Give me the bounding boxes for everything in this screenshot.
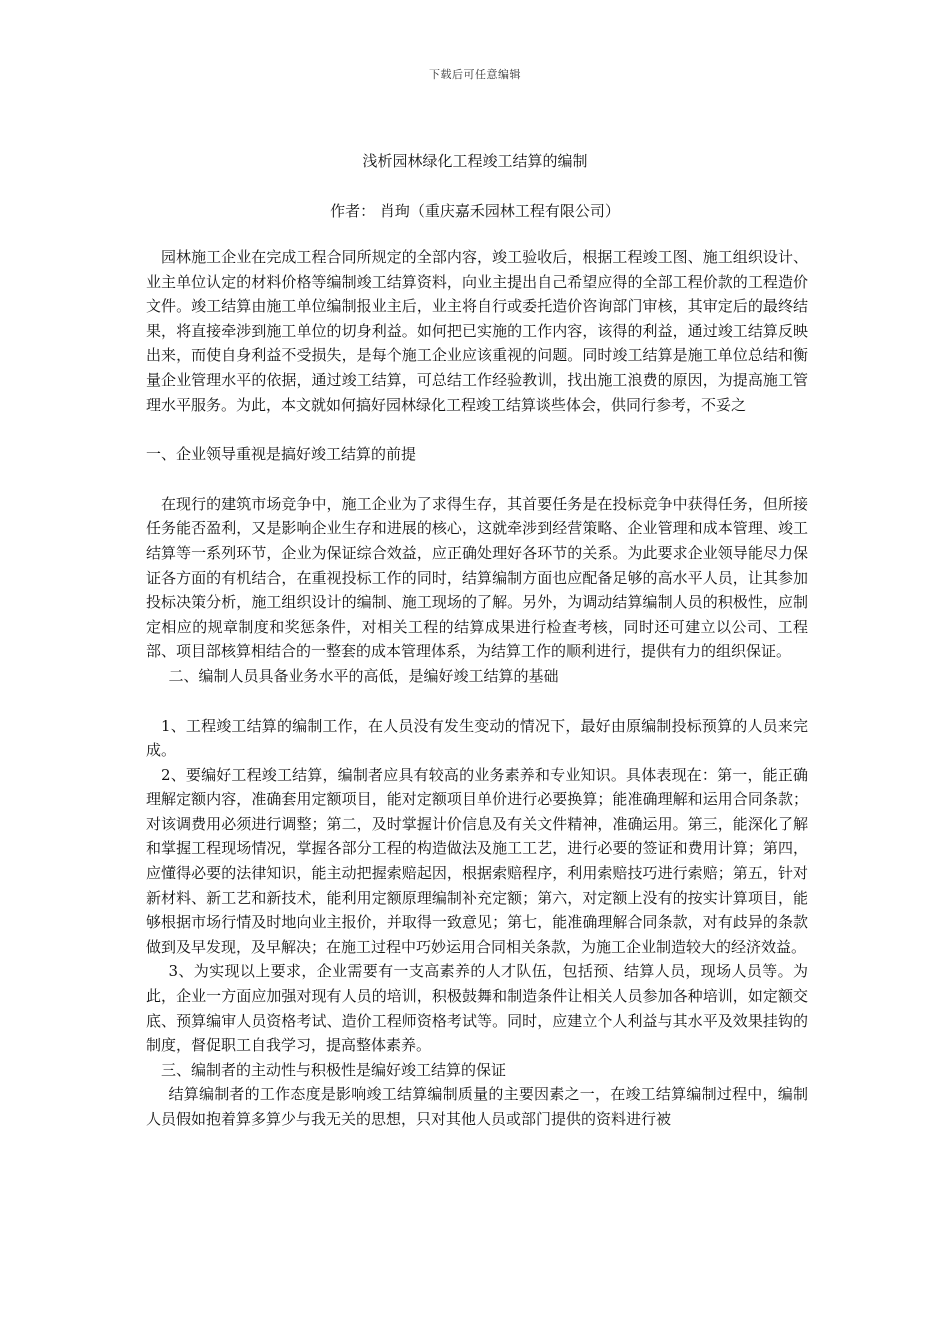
- author-line: 作者： 肖珣（重庆嘉禾园林工程有限公司）: [330, 202, 620, 220]
- spacer: [146, 467, 808, 492]
- paragraph-section-2-3: 3、为实现以上要求，企业需要有一支高素养的人才队伍，包括预、结算人员，现场人员等。为此，企业一方面应加强对现有人员的培训，积极鼓舞和制造条件让相关人员参加各种培训，如定额交底、预算编审人员资格考试、造价工程师资格考试等。同时，应建立个人利益与其水平及效果挂钩的制度，督促职工自我学习，提高整体素养。: [146, 962, 808, 1055]
- paragraph-intro: 园林施工企业在完成工程合同所规定的全部内容，竣工验收后，根据工程竣工图、施工组织设计、业主单位认定的材料价格等编制竣工结算资料，向业主提出自己希望应得的全部工程价款的工程造价文件。竣工结算由施工单位编制报业主后，业主将自行或委托造价咨询部门审核，其审定后的最终结果，将直接牵涉到施工单位的切身利益。如何把已实施的工作内容，该得的利益，通过竣工结算反映出来，而使自身利益不受损失，是每个施工企业应该重视的问题。同时竣工结算是施工单位总结和衡量企业管理水平的依据，通过竣工结算，可总结工作经验教训，找出施工浪费的原因，为提高施工管理水平服务。为此，本文就如何搞好园林绿化工程竣工结算谈些体会，供同行参考，不妥之: [146, 248, 808, 414]
- paragraph-section-2-1: 1、工程竣工结算的编制工作，在人员没有发生变动的情况下，最好由原编制投标预算的人员来完成。: [146, 716, 808, 760]
- paragraph-section-3: 结算编制者的工作态度是影响竣工结算编制质量的主要因素之一，在竣工结算编制过程中，编制人员假如抱着算多算少与我无关的思想，只对其他人员或部门提供的资料进行被: [146, 1085, 808, 1128]
- section-heading-2: 二、编制人员具备业务水平的高低，是编好竣工结算的基础: [168, 666, 559, 685]
- document-title: 浅析园林绿化工程竣工结算的编制: [362, 152, 588, 170]
- spacer: [146, 417, 808, 442]
- paragraph-section-1: 在现行的建筑市场竞争中，施工企业为了求得生存，其首要任务是在投标竞争中获得任务，但所接任务能否盈利，又是影响企业生存和进展的核心，这就牵涉到经营策略、企业管理和成本管理、竣工结算等一系列环节，企业为保证综合效益，应正确处理好各环节的关系。为此要求企业领导能尽力保证各方面的有机结合，在重视投标工作的同时，结算编制方面也应配备足够的高水平人员，让其参加投标决策分析，施工组织设计的编制、施工现场的了解。另外，为调动结算编制人员的积极性，应制定相应的规章制度和奖惩条件，对相关工程的结算成果进行检查考核，同时还可建立以公司、工程部、项目部核算相结合的一整套的成本管理体系，为结算工作的顺利进行，提供有力的组织保证。: [146, 494, 808, 661]
- document-body: [146, 245, 808, 1132]
- section-heading-1: 一、企业领导重视是搞好竣工结算的前提: [146, 445, 417, 464]
- spacer: [146, 689, 808, 714]
- section-heading-3: 三、编制者的主动性与积极性是编好竣工结算的保证: [161, 1060, 507, 1079]
- paragraph-section-2-2: 2、要编好工程竣工结算，编制者应具有较高的业务素养和专业知识。具体表现在：第一，能正确理解定额内容，准确套用定额项目，能对定额项目单价进行必要换算；能准确理解和运用合同条款；对该调费用必须进行调整；第二，及时掌握计价信息及有关文件精神，准确运用。第三，能深化了解和掌握工程现场情况，掌握各部分工程的构造做法及施工工艺，进行必要的签证和费用计算；第四，应懂得必要的法律知识，能主动把握索赔起因，根据索赔程序，利用索赔技巧进行索赔；第五，针对新材料、新工艺和新技术，能利用定额原理编制补充定额；第六，对定额上没有的按实计算项目，能够根据市场行情及时地向业主报价，并取得一致意见；第七，能准确理解合同条款，对有歧异的条款做到及早发现，及早解决；在施工过程中巧妙运用合同相关条款，为施工企业制造较大的经济效益。: [146, 765, 808, 956]
- header-note: 下载后可任意编辑: [429, 68, 521, 81]
